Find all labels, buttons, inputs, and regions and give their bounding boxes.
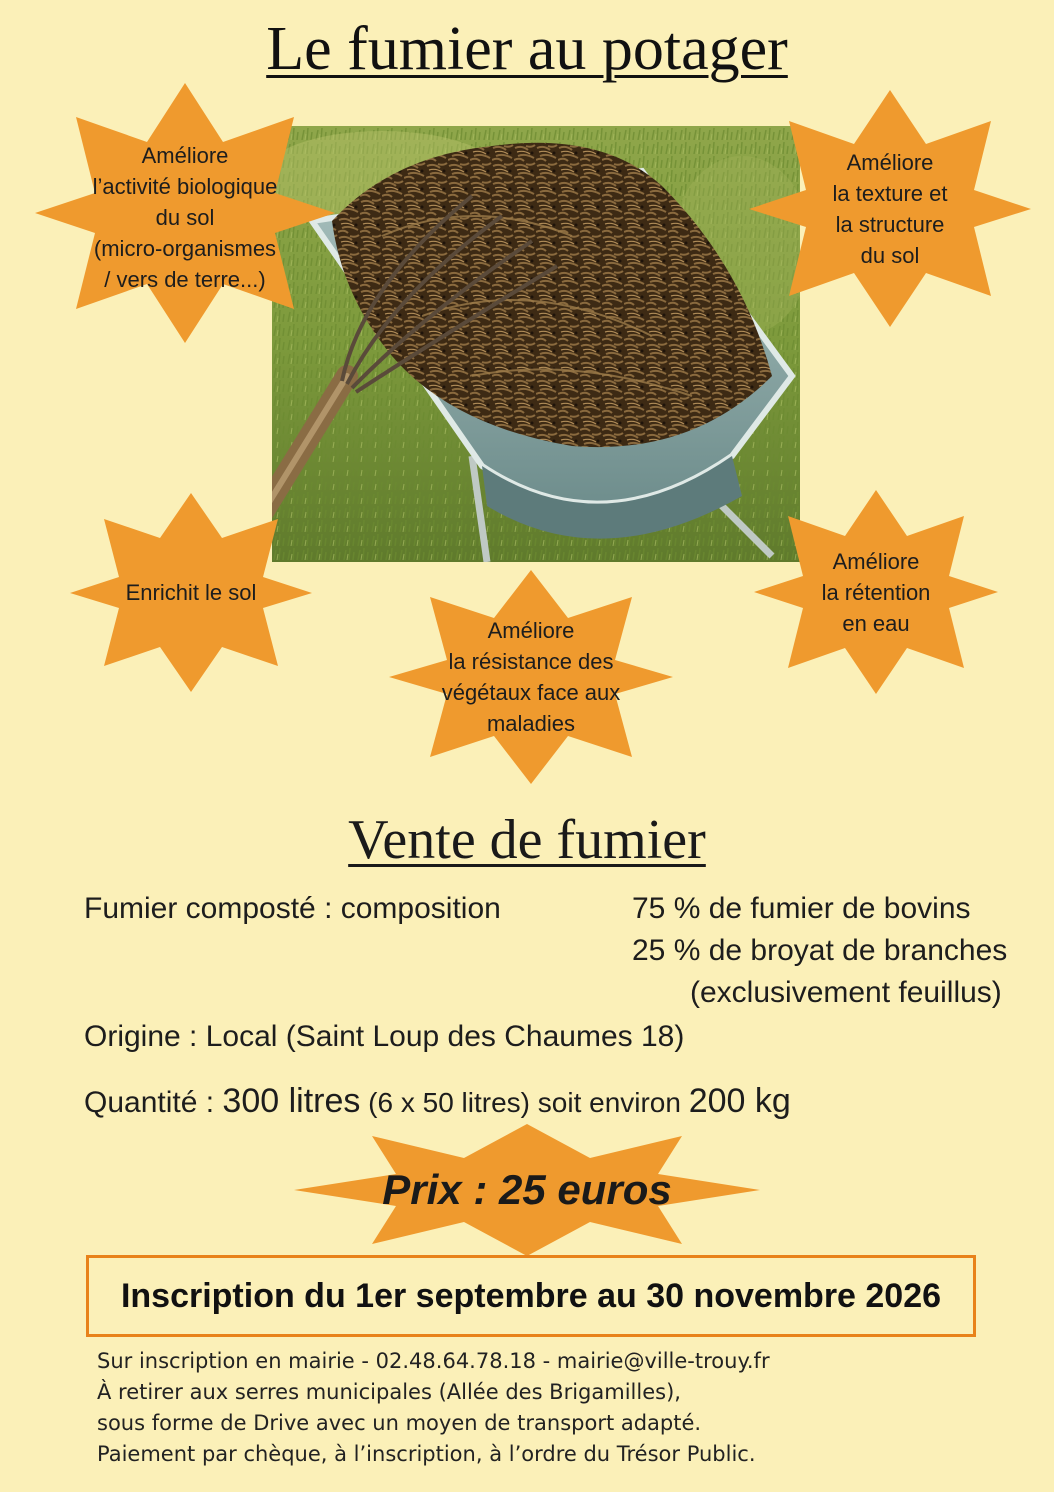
benefit-line: la structure xyxy=(835,211,945,237)
benefit-line: la rétention xyxy=(821,579,931,605)
benefit-star-biological-activity xyxy=(30,78,340,348)
benefit-star-enrich xyxy=(66,490,316,695)
benefit-line: / vers de terre...) xyxy=(104,266,266,292)
benefit-line: en eau xyxy=(842,610,910,636)
benefit-line: Améliore xyxy=(846,149,934,175)
quantity-detail: (6 x 50 litres) soit environ xyxy=(360,1087,689,1118)
quantity-volume: 300 litres xyxy=(222,1082,361,1120)
benefit-line: l’activité biologique xyxy=(92,173,278,199)
quantity-weight: 200 kg xyxy=(688,1082,791,1120)
sale-title: Vente de fumier xyxy=(348,809,706,871)
benefit-line: du sol xyxy=(155,204,215,230)
page-title: Le fumier au potager xyxy=(266,15,788,83)
composition-label: Fumier composté : composition xyxy=(84,892,501,925)
benefit-star-resistance xyxy=(385,566,677,788)
quantity-label: Quantité : xyxy=(84,1086,223,1119)
footer-info xyxy=(97,1346,770,1470)
quantity-text xyxy=(84,1082,791,1122)
composition-line: (exclusivement feuillus) xyxy=(690,976,1002,1009)
benefit-line: (micro-organismes xyxy=(93,235,277,261)
footer-line: Paiement par chèque, à l’inscription, à l’ordre du Trésor Public. xyxy=(97,1442,756,1466)
composition-line: 25 % de broyat de branches xyxy=(632,934,1008,967)
benefit-line: la résistance des xyxy=(448,649,614,674)
price-text: Prix : 25 euros xyxy=(382,1166,672,1213)
wheelbarrow-manure-photo xyxy=(272,126,800,562)
benefit-line: la texture et xyxy=(832,180,948,206)
benefit-line: Améliore xyxy=(487,618,575,643)
benefit-line: du sol xyxy=(860,242,920,268)
benefit-line: Améliore xyxy=(832,548,920,574)
benefit-line: Améliore xyxy=(141,142,229,168)
benefit-line: Enrichit le sol xyxy=(125,580,257,605)
registration-banner xyxy=(86,1255,976,1337)
benefit-star-texture xyxy=(745,86,1035,331)
benefit-star-water xyxy=(750,486,1002,698)
footer-line: sous forme de Drive avec un moyen de transport adapté. xyxy=(97,1411,702,1435)
origin-text: Origine : Local (Saint Loup des Chaumes 18) xyxy=(84,1020,685,1053)
registration-text: Inscription du 1er septembre au 30 novembre 2026 xyxy=(120,1276,942,1315)
benefit-line: végétaux face aux xyxy=(441,680,621,705)
composition-line: 75 % de fumier de bovins xyxy=(632,892,971,925)
benefit-line: maladies xyxy=(486,711,576,736)
footer-line: Sur inscription en mairie - 02.48.64.78.18 - mairie@ville-trouy.fr xyxy=(97,1349,770,1373)
footer-line: À retirer aux serres municipales (Allée des Brigamilles), xyxy=(97,1380,681,1404)
